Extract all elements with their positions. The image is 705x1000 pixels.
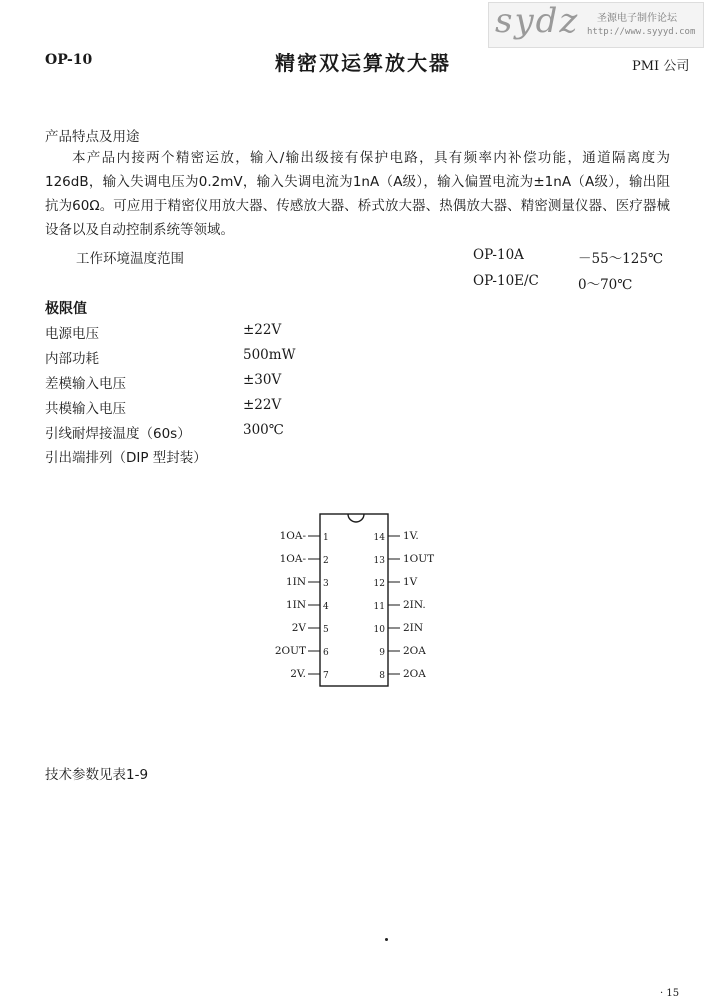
features-heading: 产品特点及用途 bbox=[45, 129, 140, 145]
pin-label-right: 2OA bbox=[403, 645, 426, 657]
limits-heading: 极限值 bbox=[45, 301, 87, 317]
features-paragraph: 本产品内接两个精密运放，输入/输出级接有保护电路，具有频率内补偿功能，通道隔离度为126dB，输入失调电压为0.2mV，输入失调电流为1nA（A级），输入偏置电流为±1nA（A级），输出阻抗为60Ω。可应用于精密仪用放大器、传感放大器、桥式放大器、热偶放大器、精密测量仪器、医疗器械设备以及自动控制系统等领域。 bbox=[45, 150, 670, 238]
tech-params-reference: 技术参数见表1-9 bbox=[45, 767, 149, 783]
temperature-range-ec: 0～70℃ bbox=[578, 277, 633, 293]
limit-value: 300℃ bbox=[243, 422, 284, 438]
dip-diagram bbox=[270, 510, 450, 690]
watermark-logo bbox=[488, 2, 704, 48]
pin-label-right: 2IN bbox=[403, 622, 424, 634]
pin-label-left: 2OUT bbox=[274, 645, 306, 657]
pin-number: 1 bbox=[323, 533, 329, 543]
pin-number: 10 bbox=[373, 625, 385, 635]
scan-speck bbox=[385, 938, 388, 941]
limit-label: 差模输入电压 bbox=[45, 376, 126, 392]
pin-number: 13 bbox=[373, 556, 385, 566]
limit-label: 电源电压 bbox=[45, 326, 99, 342]
pin-label-left: 2V. bbox=[290, 668, 306, 680]
pinout-heading: 引出端排列（DIP 型封装） bbox=[45, 450, 207, 466]
limit-label: 引线耐焊接温度（60s） bbox=[45, 426, 191, 442]
pin-number: 4 bbox=[323, 602, 329, 612]
pin-number: 14 bbox=[373, 533, 385, 543]
pin-label-right: 1V bbox=[403, 576, 418, 588]
watermark-url: http://www.syyyd.com bbox=[587, 27, 696, 37]
page-title: 精密双运算放大器 bbox=[275, 51, 451, 75]
pin-label-left: 1OA- bbox=[279, 530, 306, 542]
pin-number: 11 bbox=[373, 602, 385, 612]
pin-number: 8 bbox=[379, 671, 385, 681]
temperature-model-a: OP-10A bbox=[473, 247, 524, 263]
pin-label-right: 2IN. bbox=[403, 599, 426, 611]
temperature-range-a: －55～125℃ bbox=[578, 251, 664, 267]
temperature-model-ec: OP-10E/C bbox=[473, 273, 539, 289]
limit-value: ±30V bbox=[243, 372, 282, 388]
pin-number: 6 bbox=[323, 648, 329, 658]
pin-number: 5 bbox=[323, 625, 329, 635]
pin-label-left: 1OA- bbox=[279, 553, 306, 565]
pin-label-right: 1OUT bbox=[403, 553, 435, 565]
part-number: OP-10 bbox=[45, 52, 93, 68]
pin-label-left: 1IN bbox=[285, 599, 306, 611]
pin-number: 12 bbox=[373, 579, 385, 589]
limit-value: ±22V bbox=[243, 322, 282, 338]
page-number: · 15 bbox=[660, 988, 680, 999]
limit-value: ±22V bbox=[243, 397, 282, 413]
limit-label: 共模输入电压 bbox=[45, 401, 126, 417]
pin-label-right: 2OA bbox=[403, 668, 426, 680]
temperature-label: 工作环境温度范围 bbox=[76, 251, 184, 267]
limit-value: 500mW bbox=[243, 347, 296, 363]
pin-number: 7 bbox=[323, 671, 329, 681]
watermark-site-name: 圣源电子制作论坛 bbox=[597, 13, 677, 24]
watermark-logo-text: sydz bbox=[495, 1, 580, 41]
pin-label-right: 1V. bbox=[403, 530, 419, 542]
pin-number: 2 bbox=[323, 556, 329, 566]
pin-label-left: 1IN bbox=[285, 576, 306, 588]
pin-label-left: 2V bbox=[291, 622, 306, 634]
manufacturer: PMI 公司 bbox=[632, 59, 690, 74]
limit-label: 内部功耗 bbox=[45, 351, 99, 367]
pin-number: 9 bbox=[379, 648, 385, 658]
pin-number: 3 bbox=[323, 579, 329, 589]
